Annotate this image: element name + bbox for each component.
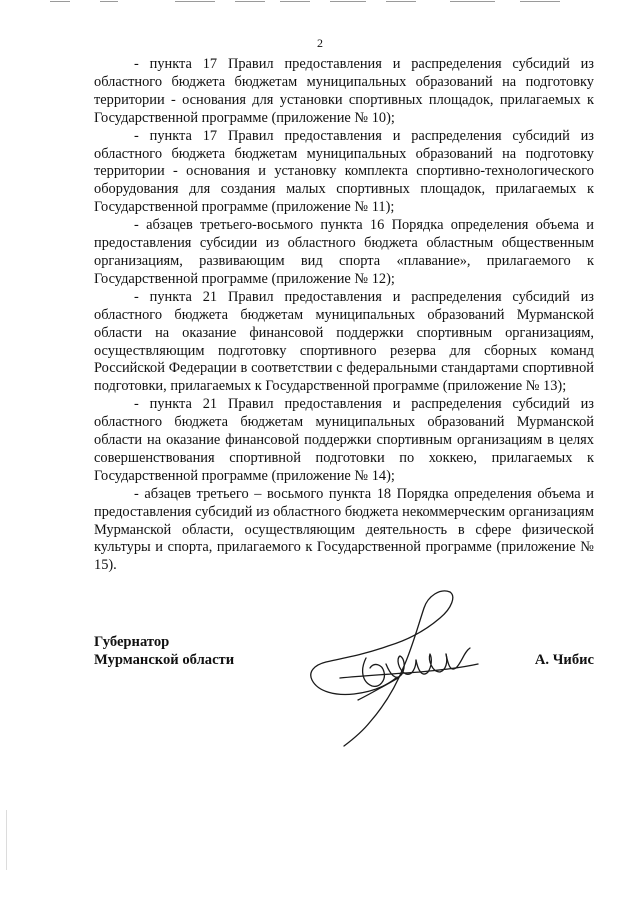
signatory-name: А. Чибис: [534, 652, 594, 668]
top-scan-edge: [0, 0, 640, 3]
handwritten-signature: [300, 582, 490, 752]
page-number: 2: [317, 36, 323, 50]
document-body: [94, 56, 594, 575]
signatory-title: [94, 633, 234, 669]
paragraph-appendix-11: - пункта 17 Правил предоставления и распределения субсидий из областного бюджета бюджетам муниципальных образований на подготовку территории - основания и установку комплекта спортивно-технологического оборудования для создания малых спортивных площадок, прилагаемых к Государственной программе (приложение № 11);: [94, 127, 594, 216]
paragraph-appendix-10: - пункта 17 Правил предоставления и распределения субсидий из областного бюджета бюджетам муниципальных образований на подготовку территории - основания для установки спортивных площадок, прилагаемых к Государственной программе (приложение № 10);: [94, 56, 594, 126]
signatory-title-line2: Мурманской области: [94, 652, 235, 668]
paragraph-appendix-13: - пункта 21 Правил предоставления и распределения субсидий из областного бюджета бюджетам муниципальных образований Мурманской области на оказание финансовой поддержки спортивным организациям, осуществляющим подготовку спортивного резерва для сборных команд Российской Федерации в соответствии с федеральными стандартами спортивной подготовки, прилагаемых к Государственной программе (приложение № 13);: [94, 288, 594, 395]
signatory-title-line1: Губернатор: [94, 634, 170, 650]
paragraph-appendix-15: - абзацев третьего – восьмого пункта 18 Порядка определения объема и предоставления субсидий из областного бюджета некоммерческим организациям Мурманской области, осуществляющим деятельность в сфере физической культуры и спорта, прилагаемого к Государственной программе (приложение № 15).: [94, 485, 594, 574]
paragraph-appendix-14: - пункта 21 Правил предоставления и распределения субсидий из областного бюджета бюджетам муниципальных образований Мурманской области на оказание финансовой поддержки спортивным организациям в целях совершенствования спортивной подготовки по хоккею, прилагаемых к Государственной программе (приложение № 14);: [94, 396, 594, 484]
scan-artifact: [6, 810, 7, 870]
paragraph-appendix-12: - абзацев третьего-восьмого пункта 16 Порядка определения объема и предоставления субсидии из областного бюджета областным общественным организациям, развивающим вид спорта «плавание», прилагаемого к Государственной программе (приложение № 12);: [94, 217, 594, 287]
